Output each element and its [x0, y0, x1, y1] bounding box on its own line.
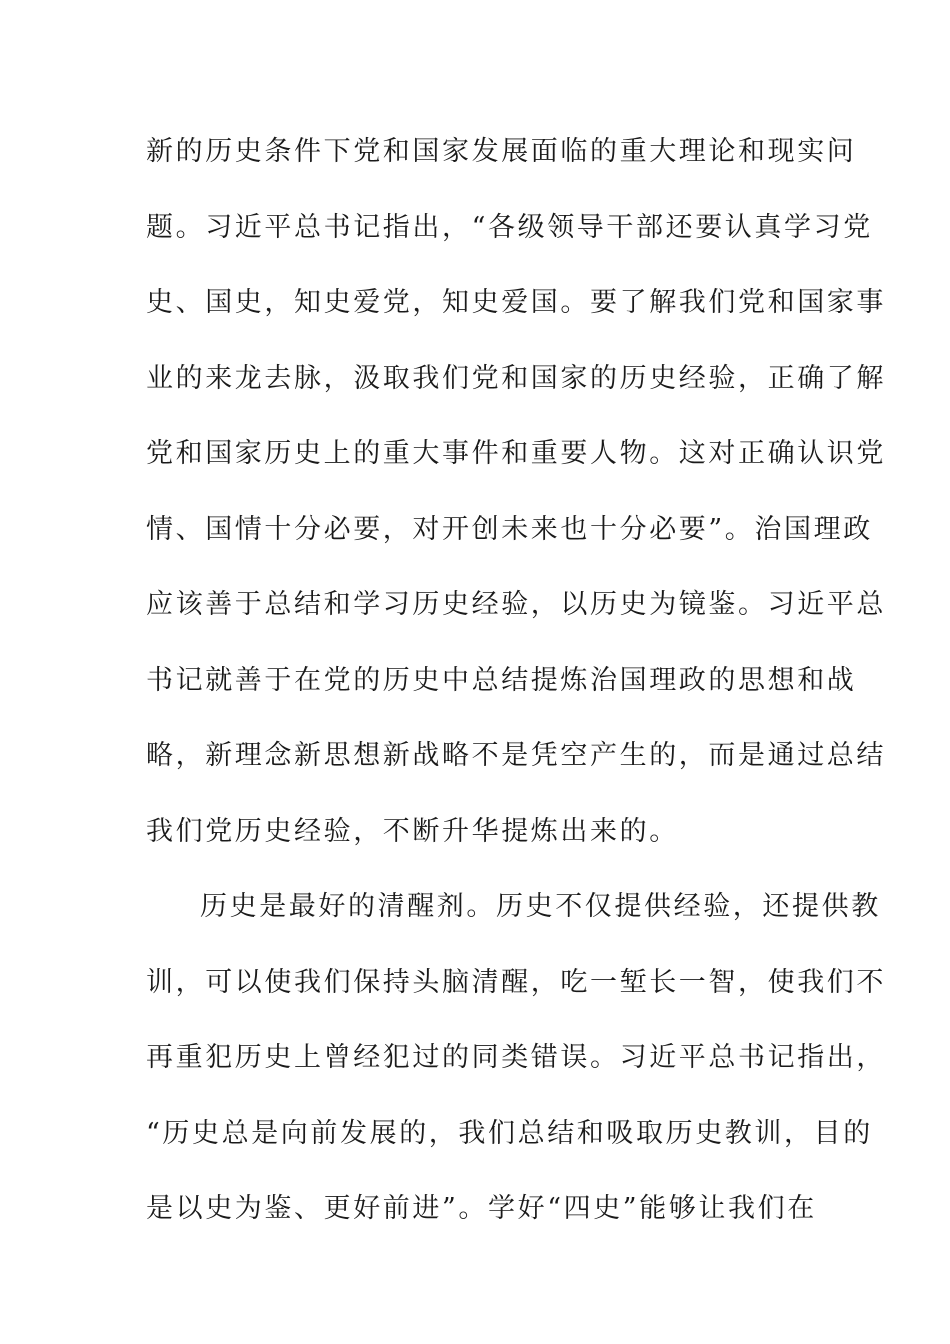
text-line: 是以史为鉴、更好前进”。学好“四史”能够让我们在: [146, 1193, 817, 1224]
text-line: 我们党历史经验，不断升华提炼出来的。: [146, 815, 679, 847]
text-line: 再重犯历史上曾经犯过的同类错误。习近平总书记指出，: [146, 1042, 886, 1073]
text-line: 新的历史条件下党和国家发展面临的重大理论和现实问: [146, 136, 857, 167]
text-line: 应该善于总结和学习历史经验，以历史为镜鉴。习近平总: [146, 589, 886, 620]
body-text: [146, 126, 886, 1259]
text-line: “历史总是向前发展的，我们总结和吸取历史教训，目的: [146, 1117, 873, 1149]
text-line: 书记就善于在党的历史中总结提炼治国理政的思想和战: [146, 664, 857, 696]
text-line: 党和国家历史上的重大事件和重要人物。这对正确认识党: [146, 438, 886, 469]
text-line: 题。习近平总书记指出，“各级领导干部还要认真学习党: [146, 211, 873, 243]
text-line: 训，可以使我们保持头脑清醒，吃一堑长一智，使我们不: [146, 966, 886, 998]
text-line: 略，新理念新思想新战略不是凭空产生的，而是通过总结: [146, 740, 886, 771]
paragraph-first-line: 历史是最好的清醒剂。历史不仅提供经验，还提供教: [200, 891, 881, 922]
text-line: 业的来龙去脉，汲取我们党和国家的历史经验，正确了解: [146, 362, 886, 394]
text-line: 史、国史，知史爱党，知史爱国。要了解我们党和国家事: [146, 287, 886, 318]
text-line: 情、国情十分必要，对开创未来也十分必要”。治国理政: [146, 513, 873, 545]
